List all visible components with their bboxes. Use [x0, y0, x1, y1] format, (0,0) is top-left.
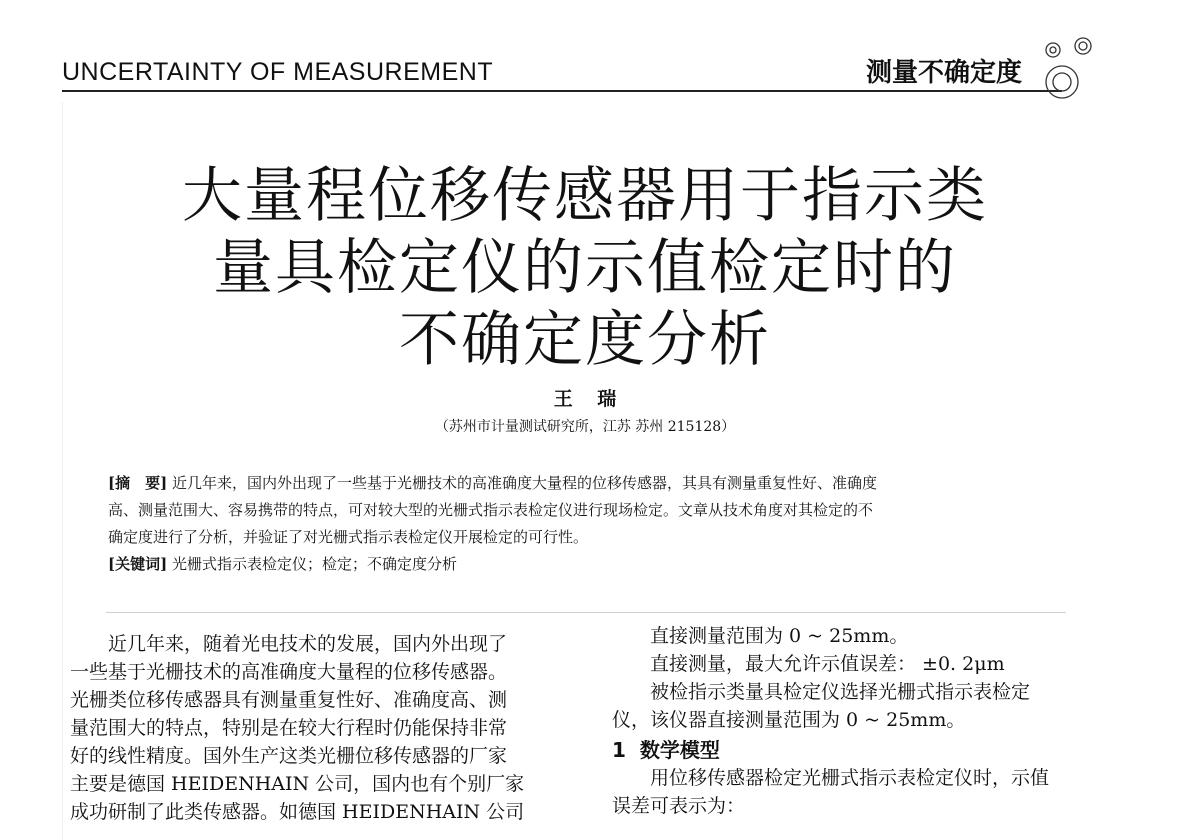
body-right-line-1: 直接测量范围为 0 ~ 25mm。 — [650, 625, 909, 647]
keywords-text: 光栅式指示表检定仪；检定；不确定度分析 — [171, 555, 457, 573]
article-title — [0, 160, 1170, 376]
body-left-line-5: 好的线性精度。国外生产这类光栅位移传感器的厂家 — [70, 745, 508, 767]
body-right-line-4: 仪，该仪器直接测量范围为 0 ~ 25mm。 — [612, 709, 966, 731]
body-left-line-3: 光栅类位移传感器具有测量重复性好、准确度高、测 — [70, 689, 508, 711]
concentric-rings-icon — [1040, 36, 1110, 106]
section-heading — [612, 736, 1112, 764]
body-left-line-4: 量范围大的特点，特别是在较大行程时仍能保持非常 — [70, 717, 508, 739]
header-rule — [62, 90, 1062, 92]
running-header-left: UNCERTAINTY OF MEASUREMENT — [62, 58, 494, 86]
title-line-1: 大量程位移传感器用于指示类 — [182, 161, 988, 231]
section-divider — [106, 612, 1066, 613]
body-right-line-2: 直接测量，最大允许示值误差： ±0. 2μm — [650, 653, 1005, 675]
body-right-line-6: 误差可表示为： — [612, 795, 746, 817]
title-line-2: 量具检定仪的示值检定时的 — [213, 233, 957, 303]
abstract-label: [摘 要] — [108, 474, 168, 492]
section-number: 1 — [612, 738, 626, 762]
body-right-line-3: 被检指示类量具检定仪选择光栅式指示表检定 — [650, 681, 1031, 703]
body-right-line-5: 用位移传感器检定光栅式指示表检定仪时，示值 — [650, 767, 1050, 789]
abstract-line-1 — [108, 470, 1068, 497]
keywords-line — [108, 551, 1068, 578]
body-left-line-6: 主要是德国 HEIDENHAIN 公司，国内也有个别厂家 — [70, 773, 525, 795]
abstract-block — [108, 470, 1068, 578]
body-column-left — [70, 630, 570, 826]
running-header-right: 测量不确定度 — [866, 58, 1023, 88]
abstract-text-1: 近几年来，国内外出现了一些基于光栅技术的高准确度大量程的位移传感器，其具有测量重复性好、准确度 — [171, 474, 877, 492]
abstract-line-2: 高、测量范围大、容易携带的特点，可对较大型的光栅式指示表检定仪进行现场检定。文章从技术角度对其检定的不 — [108, 501, 874, 519]
body-left-line-2: 一些基于光栅技术的高准确度大量程的位移传感器。 — [70, 661, 508, 683]
section-title: 数学模型 — [639, 738, 720, 762]
author-affiliation: （苏州市计量测试研究所，江苏 苏州 215128） — [434, 419, 736, 435]
abstract-line-3: 确定度进行了分析，并验证了对光栅式指示表检定仪开展检定的可行性。 — [108, 528, 589, 546]
author-name: 王 瑞 — [553, 388, 617, 410]
body-column-right — [612, 622, 1112, 820]
keywords-label: [关键词] — [108, 555, 168, 573]
title-line-3: 不确定度分析 — [399, 305, 771, 375]
body-left-line-7: 成功研制了此类传感器。如德国 HEIDENHAIN 公司 — [70, 801, 525, 823]
body-left-line-1: 近几年来，随着光电技术的发展，国内外出现了 — [108, 633, 508, 655]
